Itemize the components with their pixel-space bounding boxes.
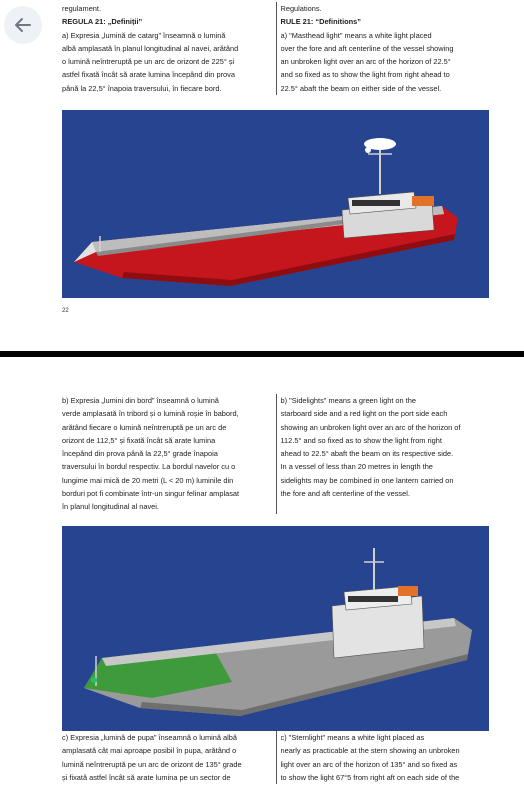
masthead-light-illustration — [62, 110, 489, 298]
arrow-left-icon — [13, 15, 33, 35]
text-line: și fixată astfel încât să arate lumina pe un sector de — [62, 772, 231, 782]
page-number: 22 — [62, 308, 69, 314]
text-line: ahead to 22.5° abaft the beam on its respective side. — [280, 449, 454, 459]
english-column — [277, 394, 491, 514]
text-line: light over an arc of the horizon of 135° and so fixed as — [280, 759, 458, 769]
sidelights-illustration — [62, 526, 489, 731]
text-line: over the fore and aft centerline of the vessel showing — [280, 43, 454, 53]
text-line: arătând fiecare o lumină neîntreruptă pe un arc de — [62, 422, 227, 432]
rule-heading-en: RULE 21: “Definitions” — [280, 17, 361, 27]
text-line: lumină neîntreruptă pe un arc de orizont de 135° grade — [62, 759, 242, 769]
text-line: In a vessel of less than 20 metres in length the — [280, 462, 433, 472]
text-line: traversului în bordul respectiv. La bordul navelor cu o — [62, 462, 236, 472]
text-line: the fore and aft centerline of the vessel. — [280, 489, 410, 499]
english-column — [277, 2, 491, 95]
text-line: 22.5° abaft the beam on either side of the vessel. — [280, 83, 442, 93]
text-line: showing an unbroken light over an arc of the horizon of — [280, 422, 461, 432]
text-line: a) Expresia „lumină de catarg” înseamnă o lumină — [62, 30, 226, 40]
text-line: sidelights may be combined in one lantern carried on — [280, 475, 454, 485]
text-line: regulament. — [62, 4, 102, 13]
text-line: până la 22,5° înapoia traversului, în fiecare bord. — [62, 83, 222, 93]
text-line: starboard side and a red light on the port side each — [280, 409, 448, 419]
text-line: orizont de 112,5° și fixată încât să arate lumina — [62, 435, 216, 445]
text-line: lungime mai mică de 20 metri (L < 20 m) luminile din — [62, 475, 234, 485]
text-line: verde amplasată în tribord și o lumină roșie în babord, — [62, 409, 239, 419]
romanian-column — [62, 2, 277, 95]
text-line: an unbroken light over an arc of the horizon of 22.5° — [280, 57, 451, 67]
text-columns-rule-21b — [62, 394, 490, 514]
text-line: amplasată cât mai aproape posibil în pupa, arătând o — [62, 746, 237, 756]
text-line: b) Expresia „lumini din bord” înseamnă o lumină — [62, 396, 219, 405]
text-line: a) "Masthead light" means a white light placed — [280, 30, 432, 40]
document-page-1 — [0, 0, 524, 352]
romanian-column — [62, 731, 277, 784]
romanian-column — [62, 394, 277, 514]
english-column — [277, 731, 491, 784]
rule-heading-ro: REGULA 21: „Definiții” — [62, 17, 143, 27]
text-line: nearly as practicable at the stern showing an unbroken — [280, 746, 460, 756]
text-line: Regulations. — [280, 4, 322, 13]
back-button[interactable] — [4, 6, 42, 44]
text-columns-rule-21c — [62, 731, 490, 784]
text-line: c) Expresia „lumină de pupa” înseamnă o lumină albă — [62, 733, 238, 742]
text-line: to show the light 67°5 from right aft on each side of the — [280, 772, 460, 782]
text-line: borduri pot fi combinate într-un singur felinar amplasat — [62, 489, 240, 499]
text-columns-rule-21a — [62, 2, 490, 95]
document-page-2 — [0, 357, 524, 789]
text-line: c) "Sternlight" means a white light placed as — [280, 733, 425, 742]
text-line: astfel fixată încât să arate lumina începând din prova — [62, 70, 235, 80]
text-line: începând din prova până la 22,5° grade înapoia — [62, 449, 218, 459]
text-line: and so fixed as to show the light from right ahead to — [280, 70, 450, 80]
text-line: b) "Sidelights" means a green light on the — [280, 396, 416, 405]
text-line: 112.5° and so fixed as to show the light from right — [280, 435, 442, 445]
text-line: o lumină neîntreruptă pe un arc de orizont de 225° și — [62, 57, 235, 67]
text-line: în planul longitudinal al navei. — [62, 502, 159, 512]
text-line: albă amplasată în planul longitudinal al navei, arătând — [62, 43, 239, 53]
